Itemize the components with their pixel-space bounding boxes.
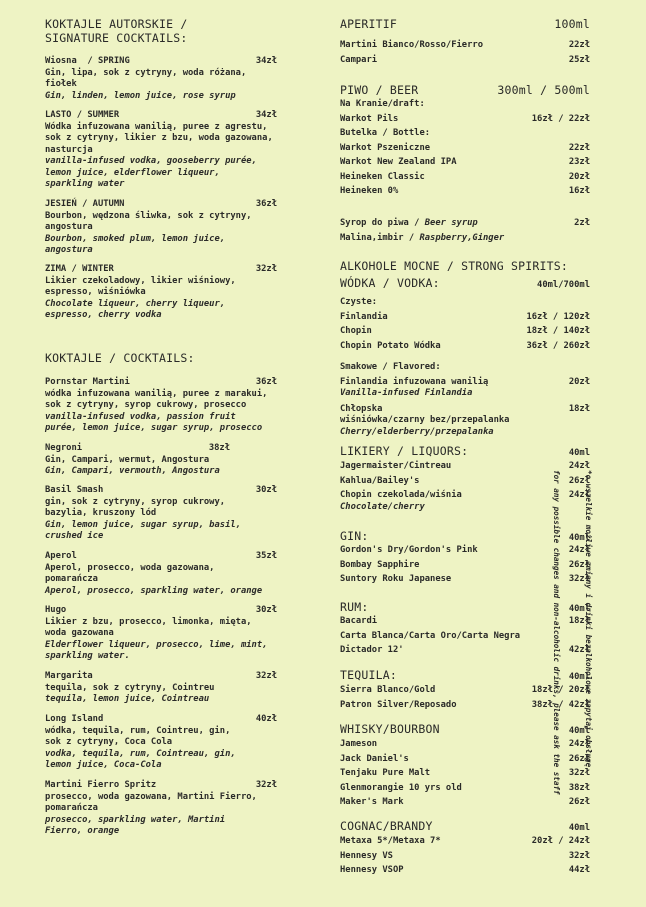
bottle-label: Butelka / Bottle:	[340, 128, 431, 138]
cocktail-item: Pornstar Martini 36zł wódka infuzowana wanilią, puree z marakui, sok z cytryny, syrop cukrowy, prosecco vanilla-infused vodka, passion fruit purée, lemon juice, sugar syrup, prosecco	[45, 377, 277, 433]
cocktail-item: Hugo 30zł Likier z bzu, prosecco, limonka, mięta, woda gazowana Elderflower liqueur, prosecco, lime, mint, sparkling water.	[45, 605, 277, 661]
item-price: 32zł	[255, 264, 277, 274]
signature-item: Wiosna / SPRING 34zł Gin, lipa, sok z cytryny, woda różana, fiołek Gin, linden, lemon juice, rose syrup	[45, 56, 277, 101]
list-item: Carta Blanca/Carta Oro/Carta Negra	[340, 630, 521, 641]
item-name: JESIEŃ / AUTUMN	[45, 199, 125, 209]
spirits-title: ALKOHOLE MOCNE / STRONG SPIRITS:	[340, 259, 568, 273]
staff-note: *o wszelkie możliwe zmiany i drinki bezalkoholowe zapytaj obsługę for any possible changes and non-alcoholic drinks, please ask the staff	[552, 470, 593, 795]
whisky-header: WHISKY/BOURBON 40ml	[340, 722, 590, 736]
list-item: Metaxa 5*/Metaxa 7* 20zł / 24zł	[340, 836, 590, 846]
liquors-list: Jagermaister/Cintreau 24zł Kahlua/Bailey's 26zł Chopin czekolada/wiśnia 24zł Chocolate/cherry	[340, 461, 590, 512]
list-item: Campari 25zł	[340, 54, 590, 65]
list-item: Bacardi 18zł	[340, 616, 590, 626]
item-name: Margarita	[45, 671, 93, 681]
item-name: Basil Smash	[45, 485, 104, 495]
item-price: 34zł	[255, 110, 277, 120]
beer-header: PIWO / BEER 300ml / 500ml	[340, 83, 590, 97]
tequila-header: TEQUILA: 40ml	[340, 668, 590, 682]
item-price: 34zł	[255, 56, 277, 66]
gin-header: GIN: 40ml	[340, 529, 590, 543]
cocktail-item: Basil Smash 30zł gin, sok z cytryny, syrop cukrowy, bazylia, kruszony lód Gin, lemon juice, sugar syrup, basil, crushed ice	[45, 485, 277, 541]
vodka-header: WÓDKA / VODKA: 40ml/700ml	[340, 276, 590, 290]
item-price: 36zł	[255, 377, 277, 387]
aperitif-header: APERITIF 100ml	[340, 17, 590, 31]
item-price: 30zł	[255, 485, 277, 495]
list-item: Heineken 0% 16zł	[340, 186, 590, 196]
item-price: 32zł	[255, 671, 277, 681]
list-item: Patron Silver/Reposado 38zł / 42zł	[340, 699, 590, 710]
list-item: Warkot Pszeniczne 22zł	[340, 142, 590, 153]
cocktail-item: Long Island 40zł wódka, tequila, rum, Cointreu, gin, sok z cytryny, Coca Cola vodka, tequila, rum, Cointreau, gin, lemon juice, Coca-Cola	[45, 714, 277, 770]
list-item: Kahlua/Bailey's 26zł	[340, 475, 590, 486]
signature-title: KOKTAJLE AUTORSKIE / SIGNATURE COCKTAILS:	[45, 17, 188, 45]
list-item: Chopin 18zł / 140zł	[340, 326, 590, 336]
list-item: Gordon's Dry/Gordon's Pink 24zł	[340, 545, 590, 555]
beer-syrup: Syrop do piwa / Beer syrup 2zł Malina,imbir / Raspberry,Ginger	[340, 218, 590, 243]
list-item: Jameson 24zł	[340, 739, 590, 749]
item-price: 35zł	[255, 551, 277, 561]
cocktails-title: KOKTAJLE / COCKTAILS:	[45, 351, 195, 365]
item-name: Aperol	[45, 551, 77, 561]
item-name: Wiosna / SPRING	[45, 56, 130, 66]
item-price: 32zł	[255, 780, 277, 790]
list-item: Warkot New Zealand IPA 23zł	[340, 157, 590, 167]
list-item: Chopin Potato Wódka 36zł / 260zł	[340, 340, 590, 351]
signature-item: JESIEŃ / AUTUMN 36zł Bourbon, wędzona śliwka, sok z cytryny, angostura Bourbon, smoked plum, lemon juice, angostura	[45, 199, 277, 255]
list-item: Dictador 12' 42zł	[340, 645, 590, 655]
item-name: Negroni	[45, 443, 83, 453]
list-item: Suntory Roku Japanese 32zł	[340, 574, 590, 584]
cognac-header: COGNAC/BRANDY 40ml	[340, 819, 590, 833]
item-price: 38zł	[208, 443, 230, 453]
vodka-list	[340, 295, 590, 353]
list-item: Warkot Pils 16zł / 22zł	[340, 113, 590, 124]
list-item: Jack Daniel's 26zł	[340, 753, 590, 764]
list-item: Bombay Sapphire 26zł	[340, 559, 590, 570]
flavored-label: Smakowe / Flavored:	[340, 362, 441, 372]
item-name: Martini Fierro Spritz	[45, 780, 157, 790]
list-item: Heineken Classic 20zł	[340, 171, 590, 182]
beer-list	[340, 97, 590, 199]
cocktail-item: Martini Fierro Spritz 32zł prosecco, woda gazowana, Martini Fierro, pomarańcza prosecco, sparkling water, Martini Fierro, orange	[45, 780, 277, 836]
pure-label: Czyste:	[340, 297, 378, 307]
list-item: Hennesy VS 32zł	[340, 850, 590, 861]
list-item: Hennesy VSOP 44zł	[340, 865, 590, 875]
list-item: Glenmorangie 10 yrs old 38zł	[340, 782, 590, 793]
draft-label: Na Kranie/draft:	[340, 99, 425, 109]
liquors-header: LIKIERY / LIQUORS: 40ml	[340, 444, 590, 458]
list-item: Finlandia 16zł / 120zł	[340, 311, 590, 322]
rum-header: RUM: 40ml	[340, 600, 590, 614]
item-price: 36zł	[255, 199, 277, 209]
list-item: Chopin czekolada/wiśnia 24zł	[340, 490, 590, 500]
list-item: Chłopska 18zł	[340, 403, 590, 414]
list-item: Sierra Blanco/Gold 18zł / 20zł	[340, 685, 590, 695]
cocktail-item: Aperol 35zł Aperol, prosecco, woda gazowana, pomarańcza Aperol, prosecco, sparkling water, orange	[45, 551, 277, 596]
list-item: Maker's Mark 26zł	[340, 797, 590, 807]
item-name: Pornstar Martini	[45, 377, 130, 387]
cocktail-item: Margarita 32zł tequila, sok z cytryny, Cointreu tequila, lemon juice, Cointreau	[45, 671, 277, 704]
cocktail-item: Negroni 38zł Gin, Campari, wermut, Angostura Gin, Campari, vermouth, Angostura	[45, 443, 230, 476]
list-item: Jagermaister/Cintreau 24zł	[340, 461, 590, 471]
item-name: ZIMA / WINTER	[45, 264, 114, 274]
item-name: Hugo	[45, 605, 67, 615]
item-price: 40zł	[255, 714, 277, 724]
signature-item: ZIMA / WINTER 32zł Likier czekoladowy, likier wiśniowy, espresso, wiśniówka Chocolate liqueur, cherry liqueur, espresso, cherry vodka	[45, 264, 277, 320]
cognac-list	[340, 834, 590, 878]
flavored-vodka-list: Smakowe / Flavored: Finlandia infuzowana wanilią 20zł Vanilla-infused Finlandia Chłopska 18zł wiśniówka/czarny bez/przepalanka Cherry/elderberry/przepalanka	[340, 362, 590, 437]
item-name: Long Island	[45, 714, 104, 724]
signature-item: LASTO / SUMMER 34zł Wódka infuzowana wanilią, puree z agrestu, sok z cytryny, likier z bzu, woda gazowana, nasturcja vanilla-infused vodka, gooseberry purée, lemon juice, elderflower liqueur, sparkling water	[45, 110, 277, 189]
list-item: Martini Bianco/Rosso/Fierro 22zł	[340, 40, 590, 50]
item-name: LASTO / SUMMER	[45, 110, 120, 120]
list-item: Finlandia infuzowana wanilią 20zł	[340, 376, 590, 387]
aperitif-list	[340, 38, 590, 67]
item-price: 30zł	[255, 605, 277, 615]
list-item: Tenjaku Pure Malt 32zł	[340, 768, 590, 778]
